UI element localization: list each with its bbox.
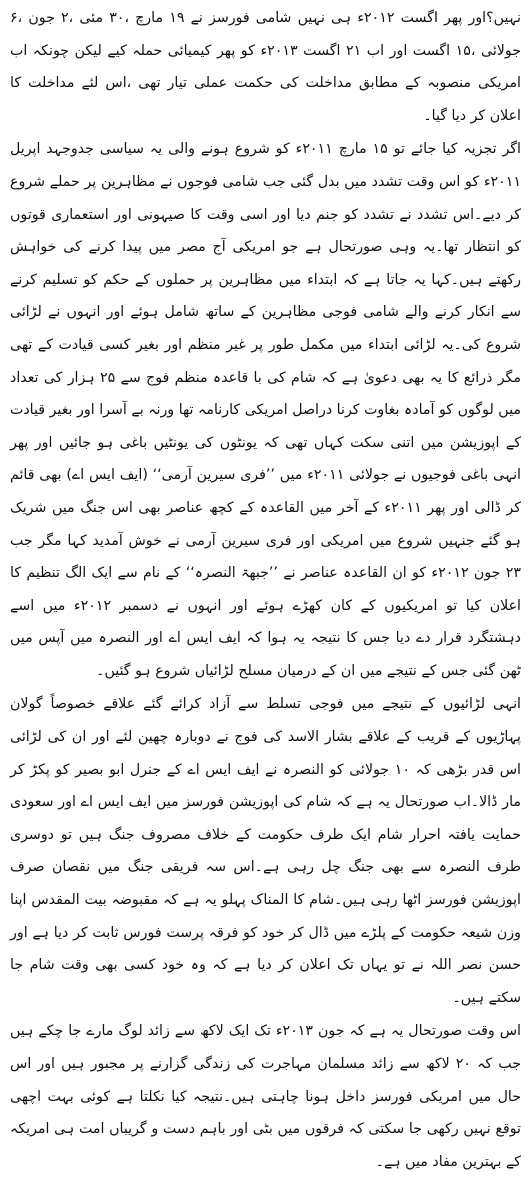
paragraph-3: انہی لڑائیوں کے نتیجے میں فوجی تسلط سے آزاد کرائے گئے علاقے خصوصاً گولان پہاڑیوں کے قریب کے علاقے بشار الاسد کی فوج نے دوبارہ چھین لئے اور ان کی لڑائی اس قدر بڑھی کہ ۱۰ جولائی کو النصرہ نے ایف ایس اے کے جنرل ابو بصیر کو پکڑ کر مار ڈالا۔اب صورتحال یہ ہے کہ شام کی اپوزیشن فورسز میں ایف ایس اے اور سعودی حمایت یافتہ احرار شام ایک طرف حکومت کے خلاف مصروف جنگ ہیں تو دوسری طرف النصرہ سے بھی جنگ چل رہی ہے۔اس سہ فریقی جنگ میں نقصان صرف اپوزیشن فورسز اٹھا رہی ہیں۔شام کا المناک پہلو یہ ہے کہ مقبوضہ بیت المقدس اپنا وزن شیعہ حکومت کے پلڑے میں ڈال کر خود کو فرقہ پرست فورس ثابت کر دیا ہے اور حسن نصر اللہ نے تو یہاں تک اعلان کر دیا ہے کہ وہ خود کسی بھی وقت شام جا سکتے ہیں۔ xyxy=(10,696,521,1006)
paragraph-1: نہیں؟اور پھر اگست ۲۰۱۲ء ہی نہیں شامی فورسز نے ۱۹ مارچ ،۳۰ مئی ،۲ جون ،۶ جولائی ،۱۵ اگست اور اب ۲۱ اگست ۲۰۱۳ء کو پھر کیمیائی حملہ کیے لیکن چونکہ اب امریکی منصوبہ کے مطابق مداخلت کی حکمت عملی تیار تھی ،اس لئے مداخلت کا اعلان کر دیا گیا۔ xyxy=(10,10,521,124)
paragraph-4: اس وقت صورتحال یہ ہے کہ جون ۲۰۱۳ء تک ایک لاکھ سے زائد لوگ مارے جا چکے ہیں جب کہ ۲۰ لاکھ سے زائد مسلمان مہاجرت کی زندگی گزارنے پر مجبور ہیں اور اس حال میں امریکی فورسز داخل ہونا چاہتی ہیں۔نتیجہ کیا نکلتا ہے کوئی بہت اچھی توقع نہیں رکھی جا سکتی کہ فرقوں میں بٹی اور باہم دست و گریباں امت ہی امریکہ کے بہترین مفاد میں ہے۔ xyxy=(10,1023,521,1170)
paragraph-2: اگر تجزیہ کیا جائے تو ۱۵ مارچ ۲۰۱۱ء کو شروع ہونے والی یہ سیاسی جدوجہد اپریل ۲۰۱۱ء کو اس وقت تشدد میں بدل گئی جب شامی فوجوں نے مظاہرین پر حملے شروع کر دیے۔اس تشدد نے تشدد کو جنم دیا اور اسی وقت کا صیہونی اور استعماری قوتوں کو انتظار تھا۔یہ وہی صورتحال ہے جو امریکی آج مصر میں پیدا کرنے کی خواہش رکھتے ہیں۔کہا یہ جاتا ہے کہ ابتداء میں مظاہرین پر حملوں کے حکم کو تسلیم کرنے سے انکار کرنے والے شامی فوجی مظاہرین کے ساتھ شامل ہوئے اور انہوں نے لڑائی شروع کی۔یہ لڑائی ابتداء میں مکمل طور پر غیر منظم اور بغیر کسی قیادت کے تھی مگر ذرائع کا یہ بھی دعویٰ ہے کہ شام کی با قاعدہ منظم فوج سے ۲۵ ہزار کی تعداد میں لوگوں کو آمادہ بغاوت کرنا دراصل امریکی کارنامہ تھا ورنہ بے آسرا اور بغیر قیادت کے اپوزیشن میں اتنی سکت کہاں تھی کہ یونٹوں کی یونٹیں باغی ہو جائیں اور پھر انہی باغی فوجیوں نے جولائی ۲۰۱۱ء میں ’’فری سیرین آرمی‘‘ (ایف ایس اے) بھی قائم کر ڈالی اور پھر ۲۰۱۱ء کے آخر میں القاعدہ کے کچھ عناصر بھی اس جنگ میں شریک ہو گئے جنہیں شروع میں امریکی اور فری سیرین آرمی نے خوش آمدید کہا مگر جب ۲۳ جون ۲۰۱۲ء کو ان القاعدہ عناصر نے ’’جبھۃ النصرہ‘‘ کے نام سے ایک الگ تنظیم کا اعلان کیا تو امریکیوں کے کان کھڑے ہوئے اور انہوں نے دسمبر ۲۰۱۲ء میں اسے دہشتگرد قرار دے دیا جس کا نتیجہ یہ ہوا کہ ایف ایس اے اور النصرہ میں آپس میں ٹھن گئی جس کے نتیجے میں ان کے درمیان مسلح لڑائیاں شروع ہو گئیں۔ xyxy=(10,141,521,679)
